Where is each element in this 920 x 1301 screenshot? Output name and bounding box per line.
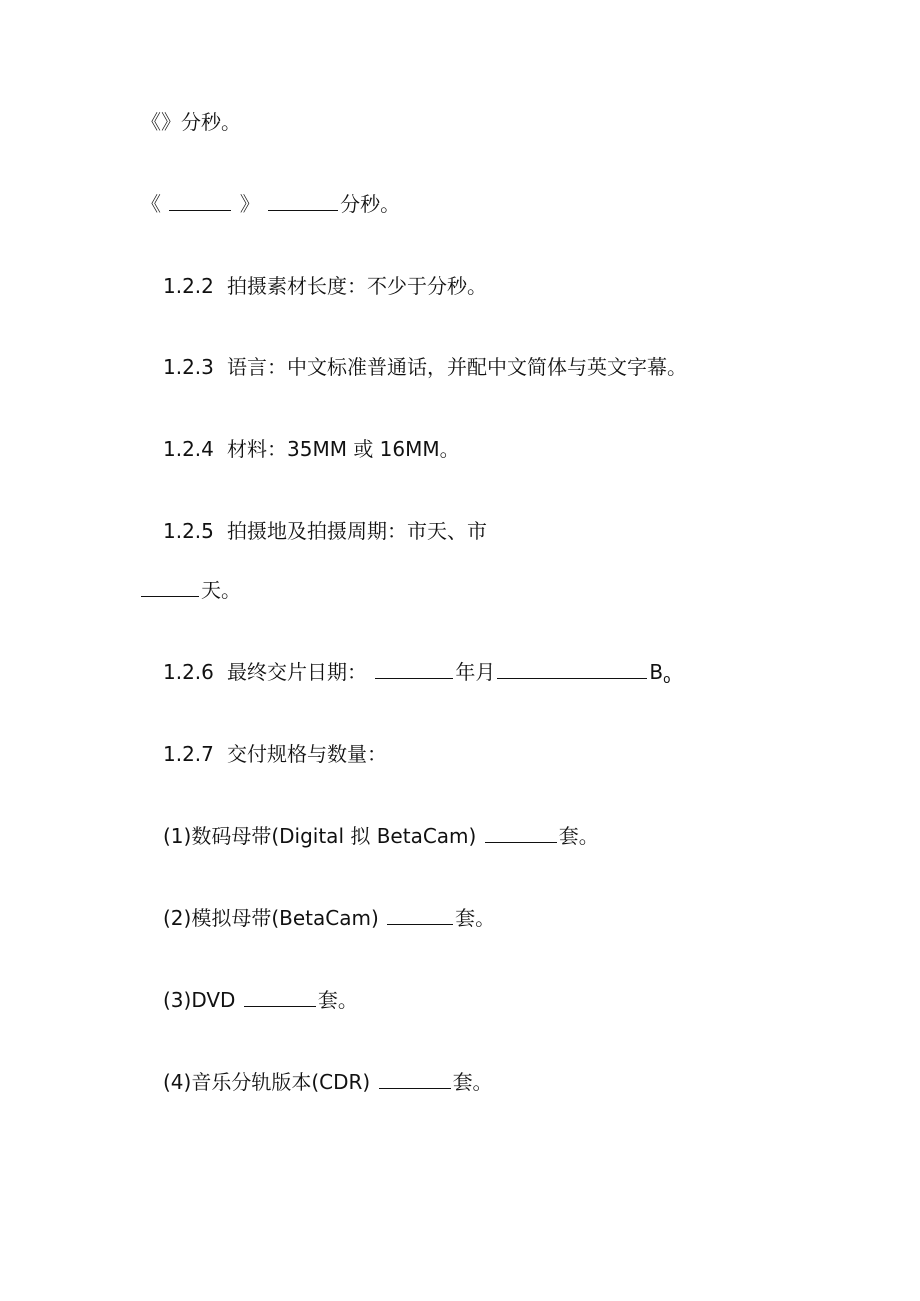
year-blank[interactable] — [375, 658, 453, 679]
clause-1-2-4 — [163, 435, 460, 463]
clause-text: 交付规格与数量： — [227, 742, 387, 766]
year-month-text: 年月 — [455, 660, 496, 684]
spec-unit: 套。 — [317, 988, 358, 1012]
duration-blank[interactable] — [268, 190, 338, 211]
spec-label: (2)模拟母带(BetaCam) — [163, 906, 379, 930]
clause-number: 1.2.6 — [163, 660, 214, 684]
quantity-blank[interactable] — [485, 822, 557, 843]
clause-text: 拍摄地及拍摄周期：市天、市 — [227, 519, 487, 543]
clause-number: 1.2.2 — [163, 274, 214, 298]
spec-unit: 套。 — [558, 824, 599, 848]
clause-label: 最终交片日期： — [227, 660, 367, 684]
spec-item-1 — [163, 822, 599, 850]
clause-1-2-6 — [163, 658, 670, 686]
title-blank[interactable] — [169, 190, 231, 211]
duration-unit: 分秒。 — [340, 192, 401, 216]
quantity-blank[interactable] — [244, 986, 316, 1007]
spec-item-3 — [163, 986, 358, 1014]
spec-label: (4)音乐分轨版本(CDR) — [163, 1070, 371, 1094]
clause-text: 拍摄素材长度：不少于分秒。 — [227, 274, 487, 298]
quantity-blank[interactable] — [387, 904, 453, 925]
days-unit: 天。 — [201, 578, 241, 602]
duration-line-1-text: 《》分秒。 — [141, 110, 241, 134]
clause-1-2-2 — [163, 272, 487, 300]
clause-text: 语言：中文标准普通话，并配中文简体与英文字幕。 — [227, 355, 687, 379]
duration-line-1 — [141, 108, 241, 136]
clause-1-2-7 — [163, 740, 387, 768]
month-blank[interactable] — [497, 658, 647, 679]
duration-line-2 — [141, 190, 400, 218]
spec-item-2 — [163, 904, 495, 932]
clause-number: 1.2.4 — [163, 437, 214, 461]
title-close-bracket: 》 — [239, 192, 260, 216]
quantity-blank[interactable] — [379, 1068, 451, 1089]
clause-1-2-5 — [163, 517, 487, 545]
date-end-text: B — [649, 660, 664, 684]
clause-1-2-5-continuation — [141, 576, 241, 604]
spec-item-4 — [163, 1068, 493, 1096]
clause-number: 1.2.3 — [163, 355, 214, 379]
title-open-bracket: 《 — [141, 192, 161, 216]
clause-number: 1.2.5 — [163, 519, 214, 543]
spec-unit: 套。 — [452, 1070, 493, 1094]
clause-number: 1.2.7 — [163, 742, 214, 766]
spec-unit: 套。 — [455, 906, 496, 930]
clause-text: 材料：35MM 或 16MM。 — [227, 437, 460, 461]
days-blank[interactable] — [141, 576, 199, 597]
spec-label: (1)数码母带(Digital 拟 BetaCam) — [163, 824, 477, 848]
spec-label: (3)DVD — [163, 988, 236, 1012]
date-end-subscript: o — [663, 672, 671, 686]
clause-1-2-3 — [163, 353, 687, 381]
